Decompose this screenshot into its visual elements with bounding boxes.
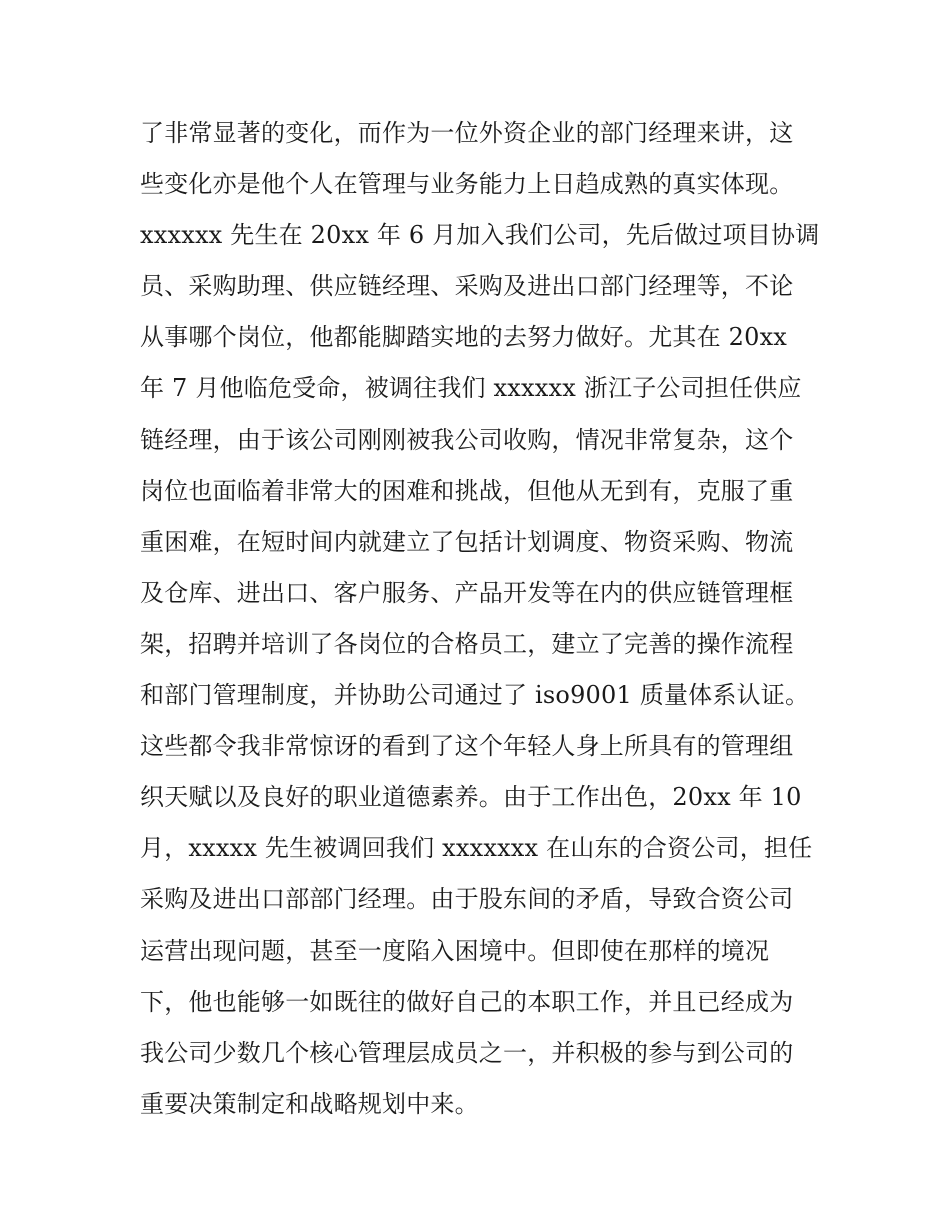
text-line: 织天赋以及良好的职业道德素养。由于工作出色，20xx 年 10 xyxy=(140,783,802,812)
text-line: 架，招聘并培训了各岗位的合格员工，建立了完善的操作流程 xyxy=(140,629,794,658)
text-line: 下，他也能够一如既往的做好自己的本职工作，并且已经成为 xyxy=(140,987,794,1016)
text-line: xxxxxx 先生在 20xx 年 6 月加入我们公司，先后做过项目协调 xyxy=(140,221,820,250)
text-line: 岗位也面临着非常大的困难和挑战，但他从无到有，克服了重 xyxy=(140,476,794,505)
text-line: 这些都令我非常惊讶的看到了这个年轻人身上所具有的管理组 xyxy=(140,732,794,761)
text-line: 员、采购助理、供应链经理、采购及进出口部门经理等，不论 xyxy=(140,272,794,301)
text-line: 链经理，由于该公司刚刚被我公司收购，情况非常复杂，这个 xyxy=(140,425,794,454)
text-line: 采购及进出口部部门经理。由于股东间的矛盾，导致合资公司 xyxy=(140,885,794,914)
text-line: 和部门管理制度，并协助公司通过了 iso9001 质量体系认证。 xyxy=(140,681,810,710)
text-line: 些变化亦是他个人在管理与业务能力上日趋成熟的真实体现。 xyxy=(140,170,794,199)
text-line: 重困难，在短时间内就建立了包括计划调度、物资采购、物流 xyxy=(140,527,794,556)
text-line: 从事哪个岗位，他都能脚踏实地的去努力做好。尤其在 20xx xyxy=(140,323,788,352)
text-line: 年 7 月他临危受命，被调往我们 xxxxxx 浙江子公司担任供应 xyxy=(140,374,802,403)
text-line: 及仓库、进出口、客户服务、产品开发等在内的供应链管理框 xyxy=(140,578,794,607)
text-line: 重要决策制定和战略规划中来。 xyxy=(140,1089,479,1118)
text-line: 了非常显著的变化，而作为一位外资企业的部门经理来讲，这 xyxy=(140,119,794,147)
text-line: 运营出现问题，甚至一度陷入困境中。但即使在那样的境况 xyxy=(140,936,770,965)
text-line: 月，xxxxx 先生被调回我们 xxxxxxx 在山东的合资公司，担任 xyxy=(140,834,813,863)
text-line: 我公司少数几个核心管理层成员之一，并积极的参与到公司的 xyxy=(140,1038,794,1067)
body-paragraph xyxy=(140,108,820,1130)
